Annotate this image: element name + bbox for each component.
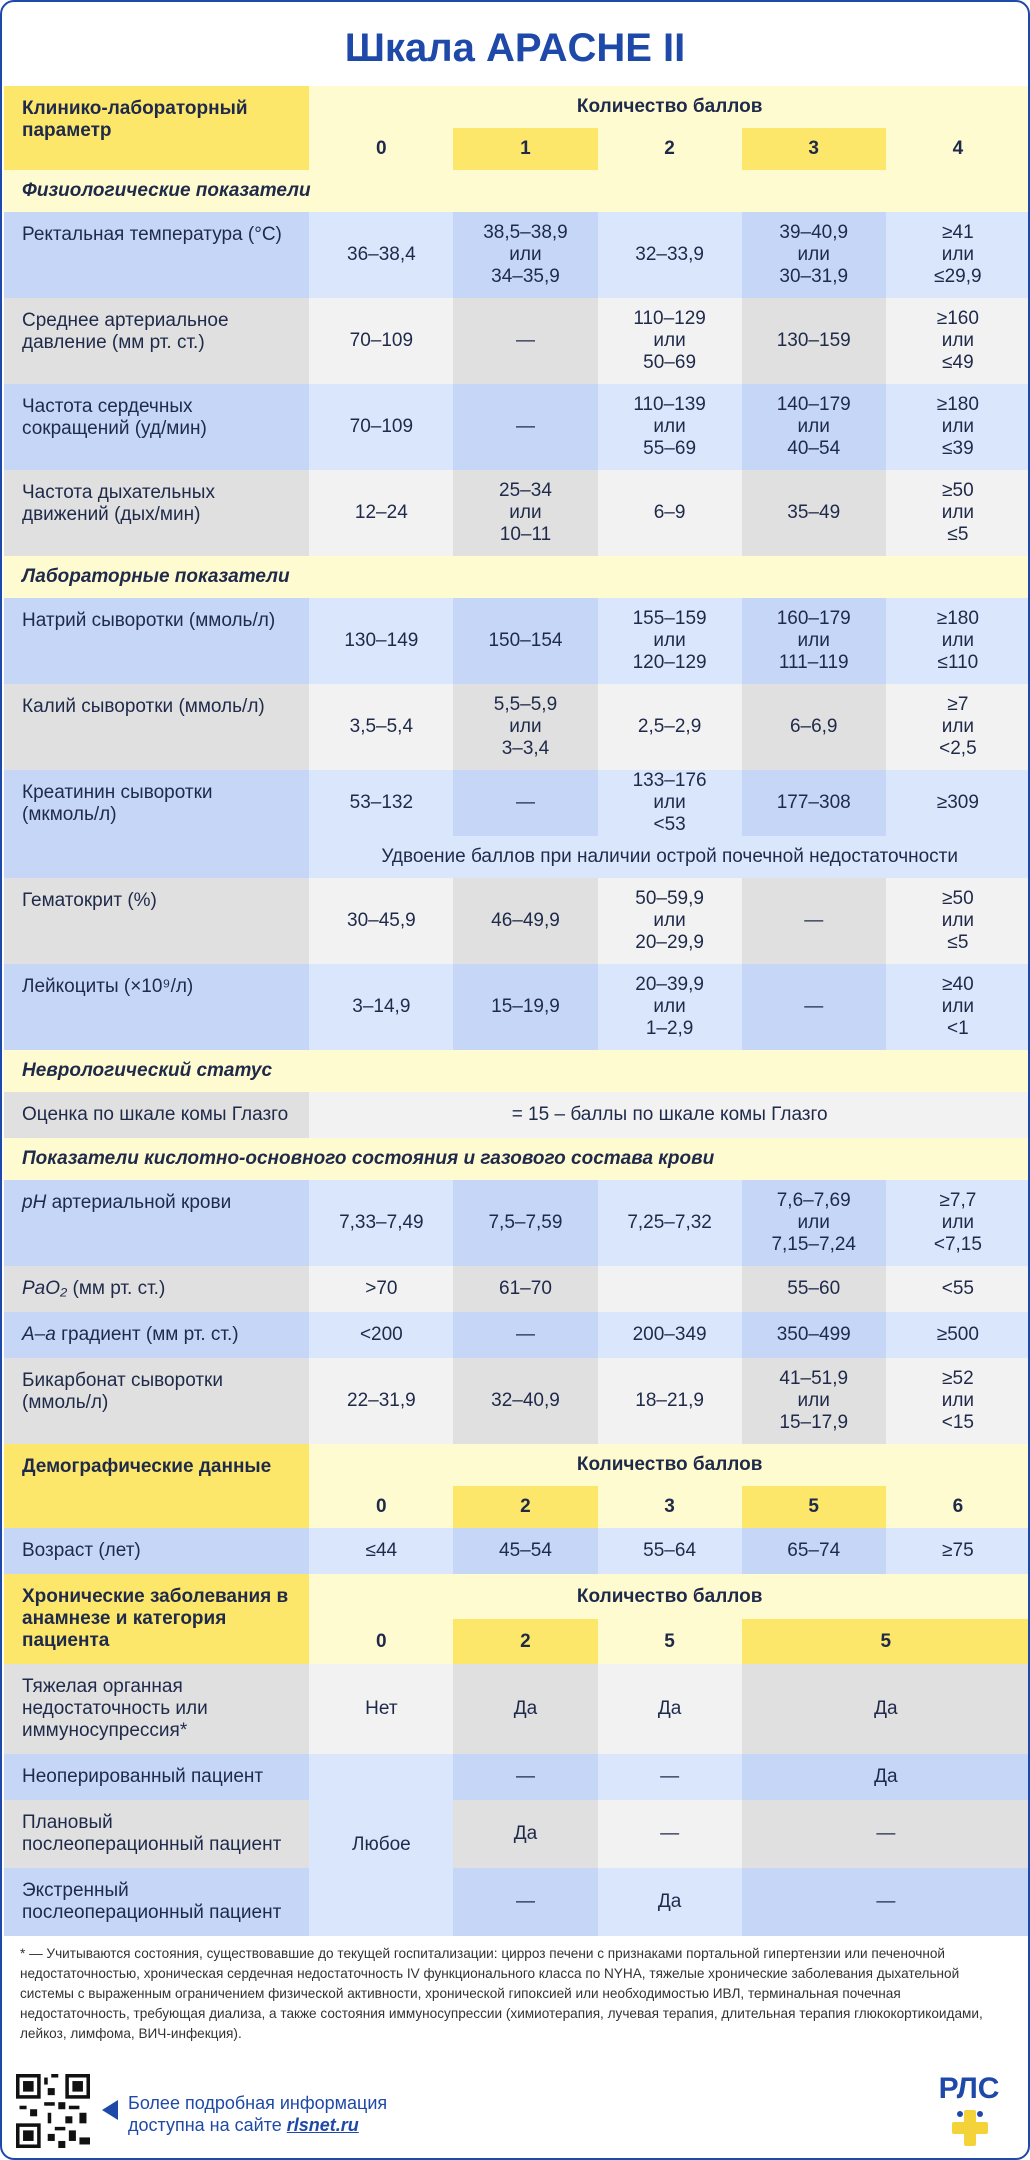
value-cell: 32–40,9 <box>453 1358 597 1444</box>
section-neuro: Неврологический статус <box>4 1050 1030 1092</box>
site-link[interactable]: rlsnet.ru <box>286 2115 359 2135</box>
glasgow-value: = 15 – баллы по шкале комы Глазго <box>309 1092 1030 1138</box>
param-name: Гематокрит (%) <box>4 878 309 964</box>
param-name: Экстренный послеоперационный пациент <box>4 1868 309 1936</box>
value-cell: 53–132 <box>309 770 453 836</box>
value-cell: 46–49,9 <box>453 878 597 964</box>
param-name: pH артериальной крови <box>4 1180 309 1266</box>
value-cell: 35–49 <box>742 470 886 556</box>
value-cell: 6–9 <box>598 470 742 556</box>
value-cell: — <box>453 770 597 836</box>
value-cell: 32–33,9 <box>598 212 742 298</box>
value-cell: ≥7,7 или <7,15 <box>886 1180 1030 1266</box>
value-cell: — <box>453 384 597 470</box>
value-cell: 140–179 или 40–54 <box>742 384 886 470</box>
value-cell <box>598 1266 742 1312</box>
value-cell: ≥41 или ≤29,9 <box>886 212 1030 298</box>
value-cell: 177–308 <box>742 770 886 836</box>
value-cell: — <box>453 1754 597 1800</box>
value-cell: 20–39,9 или 1–2,9 <box>598 964 742 1050</box>
value-cell: 200–349 <box>598 1312 742 1358</box>
value-cell: 130–149 <box>309 598 453 684</box>
value-cell: 6–6,9 <box>742 684 886 770</box>
value-cell: 22–31,9 <box>309 1358 453 1444</box>
param-name: Неоперированный пациент <box>4 1754 309 1800</box>
value-cell: — <box>742 1868 1030 1936</box>
value-cell: <55 <box>886 1266 1030 1312</box>
points-header: Количество баллов <box>309 1444 1030 1486</box>
points-col-3: 3 <box>742 128 886 170</box>
value-cell: Да <box>598 1868 742 1936</box>
rls-logo <box>924 2072 1014 2152</box>
value-cell: 160–179 или 111–119 <box>742 598 886 684</box>
value-cell: ≥500 <box>886 1312 1030 1358</box>
value-cell: 15–19,9 <box>453 964 597 1050</box>
value-cell: — <box>453 298 597 384</box>
value-cell: 7,33–7,49 <box>309 1180 453 1266</box>
value-cell: 150–154 <box>453 598 597 684</box>
value-cell: Да <box>742 1664 1030 1754</box>
value-cell: 2,5–2,9 <box>598 684 742 770</box>
value-cell: Да <box>453 1800 597 1868</box>
value-cell: — <box>742 878 886 964</box>
value-cell: 25–34 или 10–11 <box>453 470 597 556</box>
value-cell: 45–54 <box>453 1528 597 1574</box>
value-cell: ≤44 <box>309 1528 453 1574</box>
section-acid-base: Показатели кислотно-основного состояния и газового состава крови <box>4 1138 1030 1180</box>
value-cell: 36–38,4 <box>309 212 453 298</box>
value-cell: 110–129 или 50–69 <box>598 298 742 384</box>
points-col-2: 2 <box>453 1619 597 1664</box>
value-cell: ≥309 <box>886 770 1030 836</box>
value-cell: 18–21,9 <box>598 1358 742 1444</box>
points-col-5: 5 <box>742 1619 1030 1664</box>
points-col-6: 6 <box>886 1486 1030 1528</box>
points-col-4: 4 <box>886 128 1030 170</box>
param-name: Ректальная температура (°С) <box>4 212 309 298</box>
points-col-0: 0 <box>309 1486 453 1528</box>
cross-icon <box>952 2110 988 2146</box>
value-cell: 350–499 <box>742 1312 886 1358</box>
param-name: Плановый послеоперационный пациент <box>4 1800 309 1868</box>
value-cell: 3,5–5,4 <box>309 684 453 770</box>
value-cell: 7,5–7,59 <box>453 1180 597 1266</box>
points-col-0: 0 <box>309 1619 453 1664</box>
value-cell: ≥50 или ≤5 <box>886 878 1030 964</box>
value-cell: 70–109 <box>309 298 453 384</box>
value-cell: 7,6–7,69 или 7,15–7,24 <box>742 1180 886 1266</box>
section-lab: Лабораторные показатели <box>4 556 1030 598</box>
param-name: Возраст (лет) <box>4 1528 309 1574</box>
logo-text: РЛС <box>938 2072 1000 2105</box>
value-cell: 5,5–5,9 или 3–3,4 <box>453 684 597 770</box>
value-cell: 50–59,9 или 20–29,9 <box>598 878 742 964</box>
value-cell: 55–60 <box>742 1266 886 1312</box>
param-name: Бикарбонат сыворотки (ммоль/л) <box>4 1358 309 1444</box>
param-name: Частота сердечных сокращений (уд/мин) <box>4 384 309 470</box>
value-cell: Нет <box>309 1664 453 1754</box>
value-cell: >70 <box>309 1266 453 1312</box>
value-cell: 30–45,9 <box>309 878 453 964</box>
value-cell: 7,25–7,32 <box>598 1180 742 1266</box>
value-cell: Да <box>598 1664 742 1754</box>
more-info-line1: Более подробная информация <box>128 2093 388 2113</box>
points-col-3: 3 <box>598 1486 742 1528</box>
creatinine-note: Удвоение баллов при наличии острой почечной недостаточности <box>309 836 1030 878</box>
value-cell: Да <box>453 1664 597 1754</box>
value-cell: ≥52 или <15 <box>886 1358 1030 1444</box>
value-cell: 12–24 <box>309 470 453 556</box>
param-symbol: PaO₂ <box>22 1278 68 1299</box>
param-name: Натрий сыворотки (ммоль/л) <box>4 598 309 684</box>
param-symbol: pH <box>22 1192 47 1213</box>
qr-code-icon[interactable] <box>16 2074 90 2148</box>
points-col-5: 5 <box>742 1486 886 1528</box>
points-col-0: 0 <box>309 128 453 170</box>
value-cell: 110–139 или 55–69 <box>598 384 742 470</box>
value-cell: 41–51,9 или 15–17,9 <box>742 1358 886 1444</box>
apache-table <box>4 86 1030 1936</box>
param-name: PaO₂ (мм рт. ст.) <box>4 1266 309 1312</box>
value-cell: 61–70 <box>453 1266 597 1312</box>
value-cell: 65–74 <box>742 1528 886 1574</box>
value-cell: 38,5–38,9 или 34–35,9 <box>453 212 597 298</box>
footnote: * — Учитываются состояния, существовавшие до текущей госпитализации: цирроз печени с признаками портальной гипертензии или печеночной недостаточностью, хроническая сердечная недостаточность IV функционального класса по NYHA, тяжелые хронические заболевания дыхательной системы с выраженным ограничением физической активности, хронической гипоксией или необходимостью ИВЛ, терминальная почечная недостаточность, требующая диализа, а также состояния иммуносупрессии (химиотерапия, лучевая терапия, длительная терапия глюкокортикоидами, лейкоз, лимфома, ВИЧ-инфекция). <box>20 1946 983 2041</box>
value-cell: ≥180 или ≤39 <box>886 384 1030 470</box>
param-name: Лейкоциты (×10⁹/л) <box>4 964 309 1050</box>
more-info-line2: доступна на сайте <box>128 2115 287 2135</box>
points-col-1: 1 <box>453 128 597 170</box>
value-cell: — <box>598 1800 742 1868</box>
param-header: Демографические данные <box>4 1444 309 1528</box>
value-cell: ≥180 или ≤110 <box>886 598 1030 684</box>
points-col-2: 2 <box>453 1486 597 1528</box>
value-cell: 3–14,9 <box>309 964 453 1050</box>
param-name: Тяжелая органная недостаточность или иммуносупрессия* <box>4 1664 309 1754</box>
value-cell: 55–64 <box>598 1528 742 1574</box>
points-col-2: 2 <box>598 128 742 170</box>
value-cell: — <box>598 1754 742 1800</box>
section-physiology: Физиологические показатели <box>4 170 1030 212</box>
param-name: A–a градиент (мм рт. ст.) <box>4 1312 309 1358</box>
param-name: Среднее артериальное давление (мм рт. ст.) <box>4 298 309 384</box>
value-cell: <200 <box>309 1312 453 1358</box>
page-title: Шкала APACHE II <box>344 26 686 70</box>
value-cell: ≥40 или <1 <box>886 964 1030 1050</box>
param-header: Клинико-лабораторный параметр <box>4 86 309 170</box>
value-cell: — <box>453 1868 597 1936</box>
value-cell: 39–40,9 или 30–31,9 <box>742 212 886 298</box>
more-info-text <box>128 2092 387 2136</box>
param-name: Оценка по шкале комы Глазго <box>4 1092 309 1138</box>
value-cell: ≥7 или <2,5 <box>886 684 1030 770</box>
points-header: Количество баллов <box>309 1574 1030 1619</box>
chronic-header: Хронические заболевания в анамнезе и категория пациента <box>4 1574 309 1664</box>
param-name: Креатинин сыворотки (мкмоль/л) <box>4 770 309 878</box>
value-cell: — <box>742 1800 1030 1868</box>
value-cell: 70–109 <box>309 384 453 470</box>
value-cell: 130–159 <box>742 298 886 384</box>
value-cell: Да <box>742 1754 1030 1800</box>
value-cell: — <box>742 964 886 1050</box>
value-cell: — <box>453 1312 597 1358</box>
footer <box>2 2062 1028 2158</box>
points-header: Количество баллов <box>309 86 1030 128</box>
any-cell: Любое <box>309 1754 453 1936</box>
value-cell: 155–159 или 120–129 <box>598 598 742 684</box>
arrow-left-icon <box>102 2100 118 2120</box>
value-cell: ≥75 <box>886 1528 1030 1574</box>
param-symbol: A–a <box>22 1324 56 1345</box>
points-col-5: 5 <box>598 1619 742 1664</box>
value-cell: 133–176 или <53 <box>598 770 742 836</box>
value-cell: ≥50 или ≤5 <box>886 470 1030 556</box>
param-name: Калий сыворотки (ммоль/л) <box>4 684 309 770</box>
param-name: Частота дыхательных движений (дых/мин) <box>4 470 309 556</box>
value-cell: ≥160 или ≤49 <box>886 298 1030 384</box>
